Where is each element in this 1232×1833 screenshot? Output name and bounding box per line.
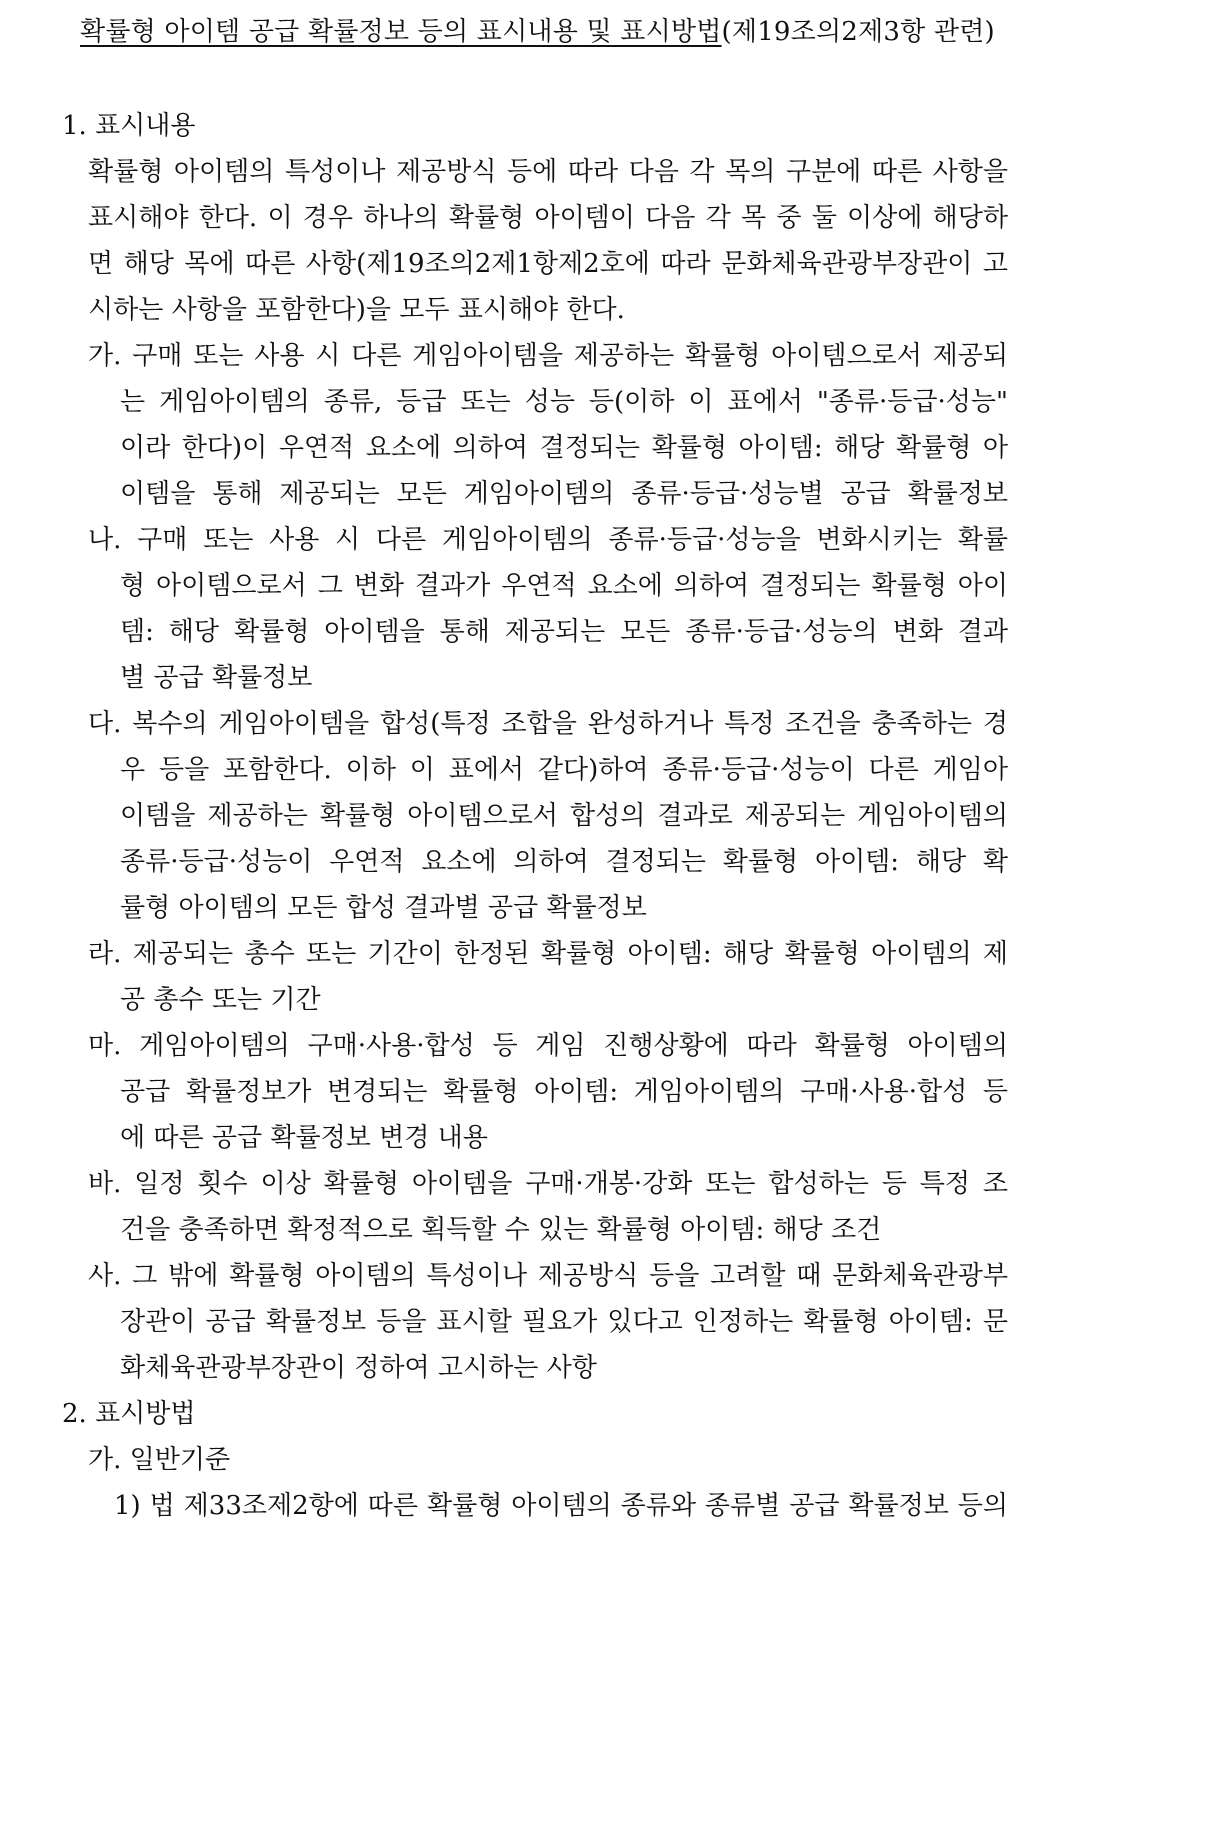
document-title-main: 확률형 아이템 공급 확률정보 등의 표시내용 및 표시방법 [80,17,722,47]
item-sa-line: 장관이 공급 확률정보 등을 표시할 필요가 있다고 인정하는 확률형 아이템: 문 [120,1307,1008,1337]
item-da-line: 종류·등급·성능이 우연적 요소에 의하여 결정되는 확률형 아이템: 해당 확 [120,847,1008,877]
item-da-line: 다. 복수의 게임아이템을 합성(특정 조합을 완성하거나 특정 조건을 충족하는 경 [88,709,1008,739]
item-ga-line: 가. 구매 또는 사용 시 다른 게임아이템을 제공하는 확률형 아이템으로서 제공되 [88,341,1008,371]
item-na-line: 템: 해당 확률형 아이템을 통해 제공되는 모든 종류·등급·성능의 변화 결과 [120,617,1008,647]
section-1-intro-line: 면 해당 목에 따른 사항(제19조의2제1항제2호에 따라 문화체육관광부장관이 고 [88,249,1008,279]
section-2-first-item: 1) 법 제33조제2항에 따른 확률형 아이템의 종류와 종류별 공급 확률정보 등의 [114,1491,1008,1521]
item-ma-line: 마. 게임아이템의 구매·사용·합성 등 게임 진행상황에 따라 확률형 아이템의 [88,1031,1008,1061]
item-ga-line: 는 게임아이템의 종류, 등급 또는 성능 등(이하 이 표에서 "종류·등급·성능" [120,387,1008,417]
document-title-reference: (제19조의2제3항 관련) [721,17,995,47]
item-ma-line: 에 따른 공급 확률정보 변경 내용 [120,1123,488,1153]
item-na-line: 나. 구매 또는 사용 시 다른 게임아이템의 종류·등급·성능을 변화시키는 확률 [88,525,1008,555]
section-1-intro-line: 확률형 아이템의 특성이나 제공방식 등에 따라 다음 각 목의 구분에 따른 사항을 [88,157,1008,187]
document-title [80,14,995,50]
item-ra-line: 라. 제공되는 총수 또는 기간이 한정된 확률형 아이템: 해당 확률형 아이템의 제 [88,939,1008,969]
section-1-intro-line: 표시해야 한다. 이 경우 하나의 확률형 아이템이 다음 각 목 중 둘 이상에 해당하 [88,203,1008,233]
item-sa-line: 사. 그 밖에 확률형 아이템의 특성이나 제공방식 등을 고려할 때 문화체육관광부 [88,1261,1008,1291]
item-na-line: 형 아이템으로서 그 변화 결과가 우연적 요소에 의하여 결정되는 확률형 아이 [120,571,1008,601]
section-2-heading: 2. 표시방법 [62,1399,196,1429]
item-ga-line: 이템을 통해 제공되는 모든 게임아이템의 종류·등급·성능별 공급 확률정보 [120,479,1008,509]
item-na-line: 별 공급 확률정보 [120,663,313,693]
item-ra-line: 공 총수 또는 기간 [120,985,321,1015]
item-sa-line: 화체육관광부장관이 정하여 고시하는 사항 [120,1353,597,1383]
item-da-line: 우 등을 포함한다. 이하 이 표에서 같다)하여 종류·등급·성능이 다른 게임아 [120,755,1008,785]
item-da-line: 이템을 제공하는 확률형 아이템으로서 합성의 결과로 제공되는 게임아이템의 [120,801,1008,831]
item-da-line: 률형 아이템의 모든 합성 결과별 공급 확률정보 [120,893,647,923]
section-2-subheading: 가. 일반기준 [88,1445,231,1475]
section-1-intro-line: 시하는 사항을 포함한다)을 모두 표시해야 한다. [88,295,625,325]
section-1-heading: 1. 표시내용 [62,111,196,141]
item-ma-line: 공급 확률정보가 변경되는 확률형 아이템: 게임아이템의 구매·사용·합성 등 [120,1077,1008,1107]
item-ba-line: 건을 충족하면 확정적으로 획득할 수 있는 확률형 아이템: 해당 조건 [120,1215,882,1245]
item-ga-line: 이라 한다)이 우연적 요소에 의하여 결정되는 확률형 아이템: 해당 확률형 아 [120,433,1008,463]
item-ba-line: 바. 일정 횟수 이상 확률형 아이템을 구매·개봉·강화 또는 합성하는 등 특정 조 [88,1169,1008,1199]
